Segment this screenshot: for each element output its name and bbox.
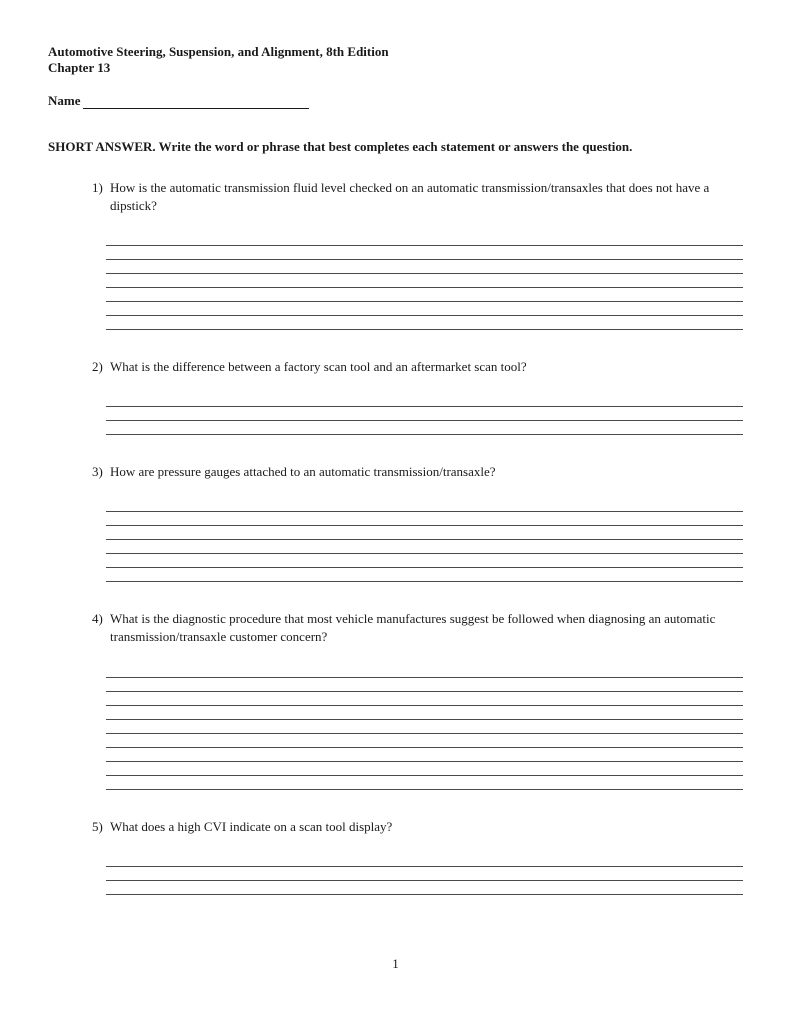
question-head: [92, 463, 743, 481]
answer-line[interactable]: [106, 302, 743, 316]
answer-line[interactable]: [106, 540, 743, 554]
question-text: What does a high CVI indicate on a scan tool display?: [110, 818, 393, 834]
answer-line[interactable]: [106, 316, 743, 330]
question-number: 3): [92, 464, 103, 480]
answer-lines: [106, 393, 743, 435]
answer-lines: [106, 664, 743, 790]
answer-line[interactable]: [106, 734, 743, 748]
answer-line[interactable]: [106, 720, 743, 734]
page-footer: [0, 956, 791, 972]
question-number: 5): [92, 818, 103, 834]
question-block: [92, 610, 743, 789]
answer-line[interactable]: [106, 393, 743, 407]
answer-line[interactable]: [106, 881, 743, 895]
answer-line[interactable]: [106, 246, 743, 260]
answer-line[interactable]: [106, 512, 743, 526]
answer-line[interactable]: [106, 568, 743, 582]
book-title: Automotive Steering, Suspension, and Alignment, 8th Edition: [48, 44, 389, 59]
question-number: 1): [92, 179, 103, 195]
answer-line[interactable]: [106, 678, 743, 692]
question-text: How are pressure gauges attached to an automatic transmission/transaxle?: [110, 464, 496, 480]
question-number: 2): [92, 358, 103, 374]
answer-lines: [106, 498, 743, 582]
answer-line[interactable]: [106, 498, 743, 512]
page-number: 1: [392, 956, 399, 971]
answer-line[interactable]: [106, 664, 743, 678]
answer-lines: [106, 853, 743, 895]
answer-line[interactable]: [106, 260, 743, 274]
name-row: [48, 93, 743, 109]
question-head: [92, 358, 743, 376]
answer-line[interactable]: [106, 692, 743, 706]
answer-line[interactable]: [106, 762, 743, 776]
question-text: What is the diagnostic procedure that most vehicle manufactures suggest be followed when diagnosing an automatic transmission/transaxle customer concern?: [110, 611, 716, 645]
answer-line[interactable]: [106, 867, 743, 881]
answer-line[interactable]: [106, 554, 743, 568]
answer-line[interactable]: [106, 853, 743, 867]
answer-lines: [106, 232, 743, 330]
section-instructions: SHORT ANSWER. Write the word or phrase that best completes each statement or answers the question.: [48, 138, 633, 154]
question-head: [92, 610, 743, 646]
answer-line[interactable]: [106, 706, 743, 720]
question-block: [92, 358, 743, 435]
question-block: [92, 818, 743, 895]
document-header: [48, 44, 743, 77]
answer-line[interactable]: [106, 407, 743, 421]
question-text: How is the automatic transmission fluid level checked on an automatic transmission/transaxles that does not have a dipstick?: [110, 179, 710, 213]
chapter-title: Chapter 13: [48, 60, 111, 76]
question-block: [92, 179, 743, 330]
name-input-line[interactable]: [83, 94, 309, 109]
question-number: 4): [92, 611, 103, 627]
answer-line[interactable]: [106, 748, 743, 762]
answer-line[interactable]: [106, 288, 743, 302]
question-head: [92, 818, 743, 836]
name-label: Name: [48, 92, 81, 108]
questions: [48, 179, 743, 895]
answer-line[interactable]: [106, 274, 743, 288]
answer-line[interactable]: [106, 526, 743, 540]
question-text: What is the difference between a factory scan tool and an aftermarket scan tool?: [110, 358, 527, 374]
answer-line[interactable]: [106, 421, 743, 435]
answer-line[interactable]: [106, 232, 743, 246]
answer-line[interactable]: [106, 776, 743, 790]
question-block: [92, 463, 743, 582]
question-head: [92, 179, 743, 215]
